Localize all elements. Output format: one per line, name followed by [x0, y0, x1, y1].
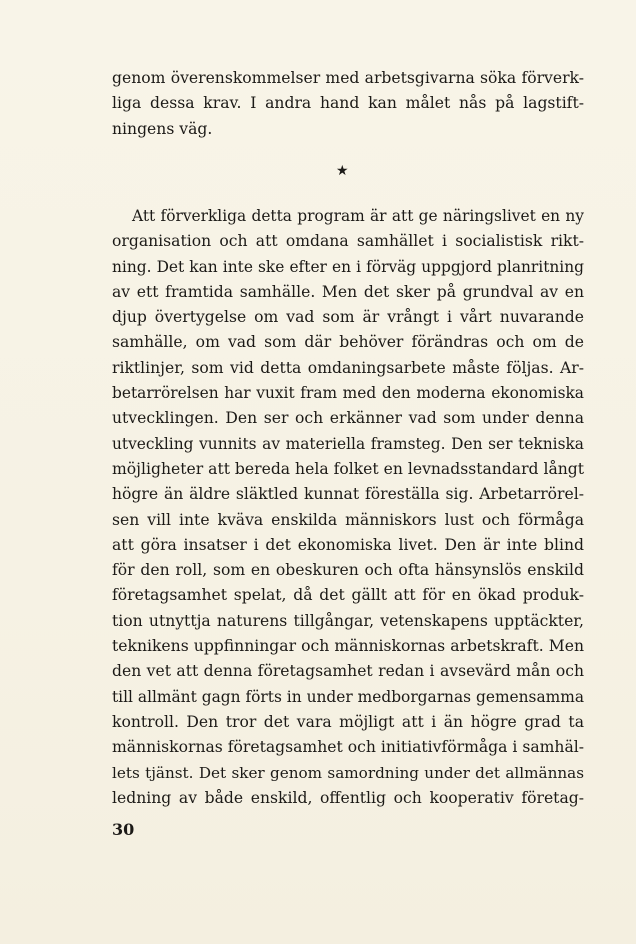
- text-line: till allmänt gagn förts in under medborgarnas gemensamma: [112, 687, 584, 706]
- text-line: Att förverkliga detta program är att ge näringslivet en ny: [132, 207, 584, 225]
- text-line: tion utnyttja naturens tillgångar, vetenskapens upptäckter,: [112, 611, 584, 630]
- text-line: riktlinjer, som vid detta omdaningsarbete måste följas. Ar-: [112, 358, 584, 377]
- text-line: organisation och att omdana samhället i socialistisk rikt-: [112, 232, 584, 251]
- text-line: liga dessa krav. I andra hand kan målet nås på lagstift-: [112, 94, 584, 113]
- text-line: lets tjänst. Det sker genom samordning under det allmännas: [112, 763, 584, 782]
- text-line: betarrörelsen har vuxit fram med den moderna ekonomiska: [112, 384, 584, 403]
- text-line: kontroll. Den tror det vara möjligt att i än högre grad ta: [112, 712, 584, 731]
- text-line: den vet att denna företagsamhet redan i avsevärd mån och: [112, 662, 584, 681]
- text-line: utveckling vunnits av materiella framsteg. Den ser tekniska: [112, 434, 584, 453]
- paragraph-program: [112, 204, 584, 811]
- text-line: utvecklingen. Den ser och erkänner vad som under denna: [112, 409, 584, 428]
- page-number: 30: [112, 820, 135, 839]
- text-line: samhälle, om vad som där behöver förändras och om de: [112, 333, 584, 352]
- paragraph-continuation: [112, 66, 584, 142]
- text-line: ledning av både enskild, offentlig och kooperativ företag-: [112, 788, 584, 807]
- text-line: ningens väg.: [112, 119, 213, 138]
- text-line: teknikens uppfinningar och människornas arbetskraft. Men: [112, 637, 584, 656]
- text-line: ning. Det kan inte ske efter en i förväg uppgjord planritning: [112, 257, 584, 276]
- text-line: människornas företagsamhet och initiativförmåga i samhäl-: [112, 738, 585, 757]
- text-line: möjligheter att bereda hela folket en levnadsstandard långt: [112, 459, 585, 478]
- text-line: sen vill inte kväva enskilda människors lust och förmåga: [112, 510, 584, 529]
- text-line: högre än äldre släktled kunnat föreställa sig. Arbetarrörel-: [112, 485, 584, 504]
- text-line: djup övertygelse om vad som är vrångt i vårt nuvarande: [112, 308, 584, 327]
- text-line: för den roll, som en obeskuren och ofta hänsynslös enskild: [112, 561, 584, 580]
- text-line: företagsamhet spelat, då det gällt att för en ökad produk-: [112, 586, 584, 605]
- text-line: av ett framtida samhälle. Men det sker på grundval av en: [112, 282, 584, 301]
- text-line: genom överenskommelser med arbetsgivarna söka förverk-: [112, 69, 584, 87]
- text-line: att göra insatser i det ekonomiska livet. Den är inte blind: [112, 535, 584, 554]
- section-separator-star-icon: ★: [336, 163, 349, 179]
